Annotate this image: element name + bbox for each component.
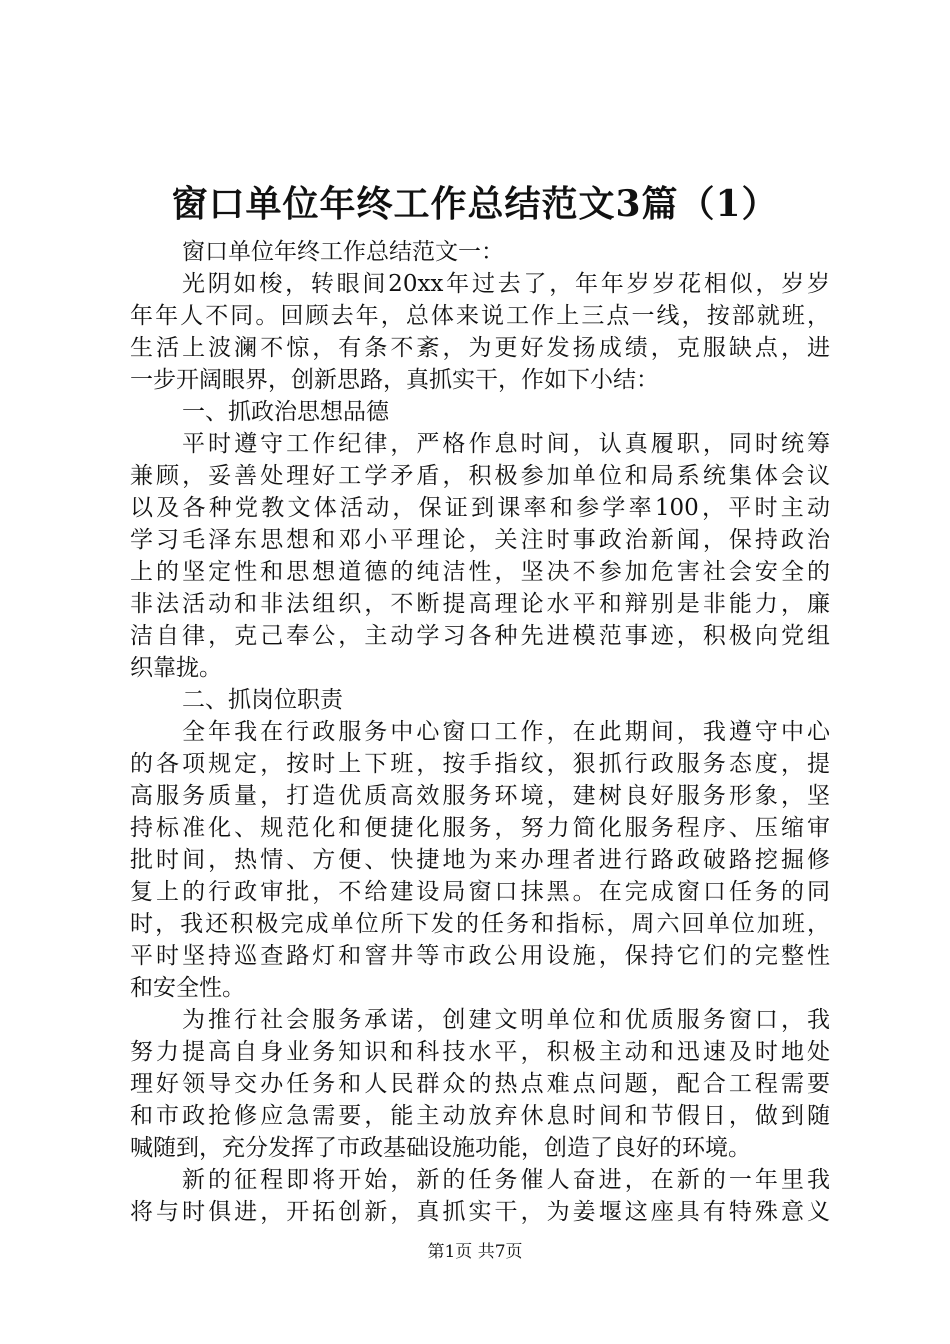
text-line: 光阴如梭，转眼间20xx年过去了，年年岁岁花相似，岁岁 (182, 271, 830, 297)
text-line: 一步开阔眼界，创新思路，真抓实干，作如下小结： (130, 367, 659, 393)
text-line: 高服务质量，打造优质高效服务环境，建树良好服务形象，坚 (130, 783, 830, 809)
text-line: 新的征程即将开始，新的任务催人奋进，在新的一年里我 (182, 1167, 830, 1193)
text-line: 平时坚持巡查路灯和窨井等市政公用设施，保持它们的完整性 (130, 943, 830, 969)
text-line: 喊随到，充分发挥了市政基础设施功能，创造了良好的环境。 (130, 1135, 751, 1161)
text-line: 为推行社会服务承诺，创建文明单位和优质服务窗口，我 (182, 1007, 830, 1033)
page-number: 第1页 共7页 (427, 1242, 523, 1262)
text-line: 持标准化、规范化和便捷化服务，努力简化服务程序、压缩审 (130, 815, 830, 841)
text-line: 上的坚定性和思想道德的纯洁性，坚决不参加危害社会安全的 (130, 559, 830, 585)
text-line: 兼顾，妥善处理好工学矛盾，积极参加单位和局系统集体会议 (130, 463, 830, 489)
text-line: 批时间，热情、方便、快捷地为来办理者进行路政破路挖掘修 (130, 847, 830, 873)
text-line: 复上的行政审批，不给建设局窗口抹黑。在完成窗口任务的同 (130, 879, 830, 905)
text-line: 的各项规定，按时上下班，按手指纹，狠抓行政服务态度，提 (130, 751, 830, 777)
text-line: 时，我还积极完成单位所下发的任务和指标，周六回单位加班， (130, 911, 830, 937)
document-body (130, 236, 830, 1228)
text-line: 洁自律，克己奉公，主动学习各种先进模范事迹，积极向党组 (130, 623, 830, 649)
text-line: 和安全性。 (130, 975, 245, 1001)
text-line: 理好领导交办任务和人民群众的热点难点问题，配合工程需要 (130, 1071, 830, 1097)
document-title: 窗口单位年终工作总结范文3篇（1） (171, 183, 779, 225)
text-line: 全年我在行政服务中心窗口工作，在此期间，我遵守中心 (182, 719, 830, 745)
section-heading: 一、抓政治思想品德 (182, 399, 389, 425)
text-line: 平时遵守工作纪律，严格作息时间，认真履职，同时统筹 (182, 431, 830, 457)
text-line: 织靠拢。 (130, 655, 222, 681)
text-line: 将与时俱进，开拓创新，真抓实干，为姜堰这座具有特殊意义 (130, 1199, 830, 1225)
text-line: 和市政抢修应急需要，能主动放弃休息时间和节假日，做到随 (130, 1103, 830, 1129)
text-line: 学习毛泽东思想和邓小平理论，关注时事政治新闻，保持政治 (130, 527, 830, 553)
text-line: 努力提高自身业务知识和科技水平，积极主动和迅速及时地处 (130, 1039, 830, 1065)
section-heading: 二、抓岗位职责 (182, 687, 343, 713)
text-line: 以及各种党教文体活动，保证到课率和参学率100，平时主动 (130, 495, 830, 521)
text-line: 非法活动和非法组织，不断提高理论水平和辩别是非能力，廉 (130, 591, 830, 617)
text-line: 窗口单位年终工作总结范文一： (182, 239, 504, 265)
text-line: 生活上波澜不惊，有条不紊，为更好发扬成绩，克服缺点，进 (130, 335, 830, 361)
text-line: 年年人不同。回顾去年，总体来说工作上三点一线，按部就班， (130, 303, 830, 329)
